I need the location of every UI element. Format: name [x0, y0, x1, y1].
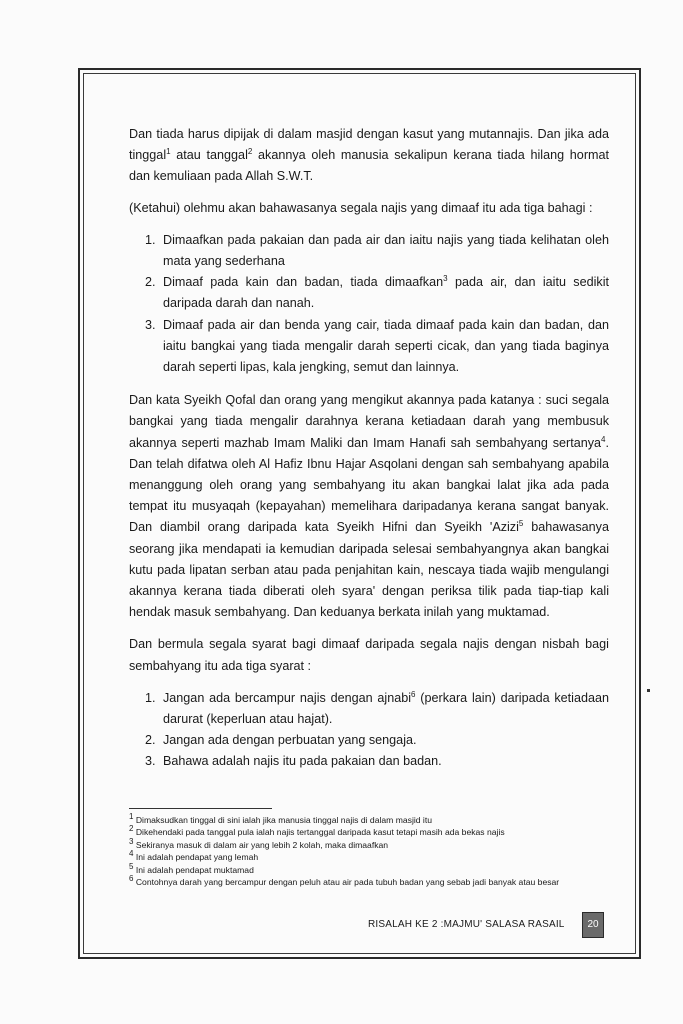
- footnotes: [129, 814, 609, 888]
- footnote-divider: [129, 808, 272, 809]
- footnote: $^2$ Dikehendaki pada tanggal pula ialah najis tertanggal daripada kasut tetapi masih ada bekas najis: [129, 824, 505, 838]
- list-item: 3. Bahawa adalah najis itu pada pakaian dan badan.: [145, 754, 442, 769]
- list-item: 3. Dimaaf pada air dan benda yang cair, tiada dimaaf pada kain dan badan, dan iaitu bangkai yang tiada mengalir darah seperti cicak, dan yang tiada baginya darah seperti lipas, kala jengking, semut dan lainnya.: [145, 317, 609, 375]
- paragraph-1: Dan tiada harus dipijak di dalam masjid dengan kasut yang mutannajis. Dan jika ada tinggal$^1$ atau tanggal$^2$ akannya oleh manusia sekalipun kerana tiada hilang hormat dan kemuliaan pada Allah S.W.T.: [129, 127, 610, 184]
- footnote-ref: 4: [601, 434, 606, 444]
- paragraph-3: Dan kata Syeikh Qofal dan orang yang mengikut akannya pada katanya : suci segala bangkai yang tiada mengalir darahnya kerana ketiadaan darah yang membusuk akannya seperti mazhab Imam Maliki dan Imam Hanafi sah sembahyang sertanya$^4$. Dan telah difatwa oleh Al Hafiz Ibnu Hajar Asqolani dengan sah sembahyang apabila menanggung oleh orang yang sembahyang itu akan bangkai lalat jika ada pada tempat itu musyaqah (kepayahan) memelihara daripadanya kerana sangat banyak. Dan diambil orang daripada kata Syeikh Hifni dan Syeikh 'Azizi$^5$ bahawasanya seorang jika mendapati ia kemudian daripada selesai sembahyangnya akan bangkai kutu pada lipatan serban atau pada penjahitan kain, nescaya tiada wajib mengulangi akannya kerana tiada diberati oleh syara' dengan periksa tilik pada tiap-tiap kali hendak masuk sembahyang. Dan keduanya berkata inilah yang muktamad.: [129, 393, 609, 620]
- footnote-ref: 5: [518, 519, 524, 529]
- footnote: $^1$ Dimaksudkan tinggal di sini ialah jika manusia tinggal najis di dalam masjid itu: [129, 812, 433, 825]
- footnote-ref: 2: [247, 147, 253, 157]
- numbered-list-1: [129, 230, 609, 378]
- list-item: 1. Jangan ada bercampur najis dengan ajnabi$^6$ (perkara lain) daripada ketiadaan darurat (keperluan atau hajat).: [145, 689, 610, 727]
- footnote: $^4$ Ini adalah pendapat yang lemah: [129, 849, 259, 863]
- list-item: 1. Dimaafkan pada pakaian dan pada air dan iaitu najis yang tiada kelihatan oleh mata yang sederhana: [145, 232, 609, 269]
- footnote: $^5$ Ini adalah pendapat muktamad: [129, 861, 254, 875]
- numbered-list-2: [129, 688, 609, 773]
- scan-mark: [647, 689, 650, 692]
- page-number: 20: [582, 912, 604, 938]
- footnote: $^3$ Sekiranya masuk di dalam air yang lebih 2 kolah, maka dimaafkan: [129, 836, 389, 850]
- running-footer-title: RISALAH KE 2 :MAJMU' SALASA RASAIL: [368, 919, 565, 930]
- list-item: 2. Dimaaf pada kain dan badan, tiada dimaafkan$^3$ pada air, dan iaitu sedikit daripada darah dan nanah.: [145, 274, 610, 311]
- paragraph-2: (Ketahui) olehmu akan bahawasanya segala najis yang dimaaf itu ada tiga bahagi :: [129, 200, 593, 215]
- main-text: [129, 124, 609, 785]
- list-item: 2. Jangan ada dengan perbuatan yang sengaja.: [145, 733, 417, 748]
- footnote-ref: 3: [443, 274, 448, 284]
- paragraph-4: Dan bermula segala syarat bagi dimaaf daripada segala najis dengan nisbah bagi sembahyang itu ada tiga syarat :: [129, 637, 609, 673]
- footnote-ref: 6: [411, 689, 416, 699]
- footnote: $^6$ Contohnya darah yang bercampur dengan peluh atau air pada tubuh badan yang sebab jadi banyak atau besar: [129, 874, 560, 888]
- footnote-ref: 1: [166, 147, 171, 157]
